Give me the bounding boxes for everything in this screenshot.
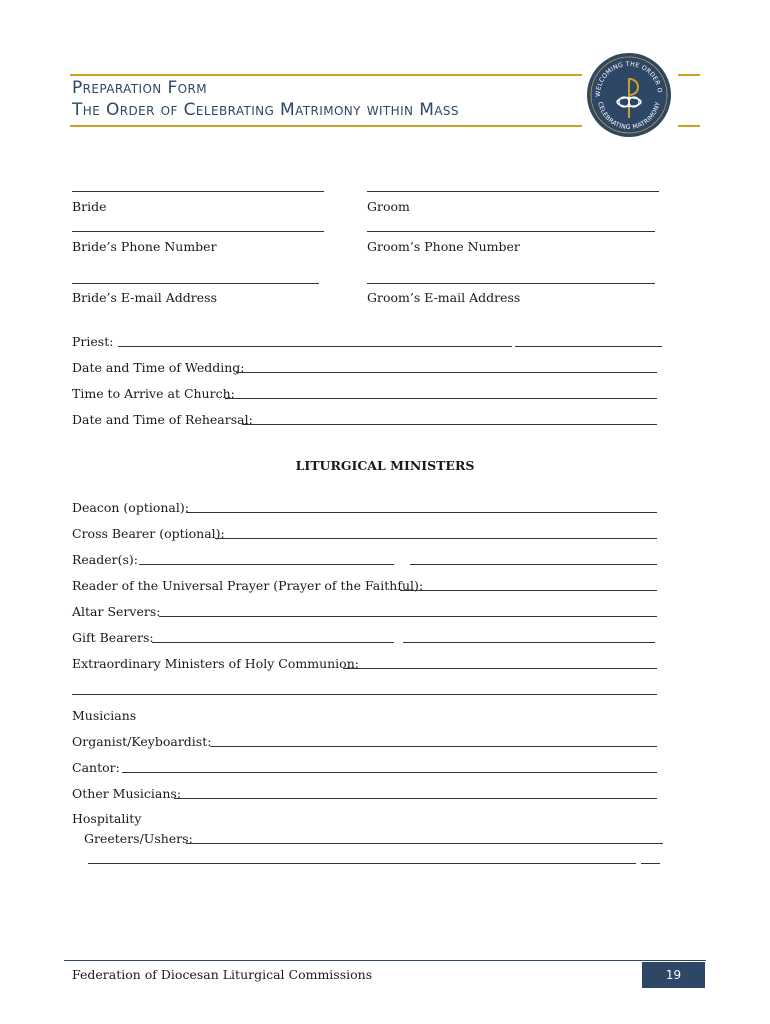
deacon-label: Deacon (optional): bbox=[72, 500, 189, 515]
groom-label: Groom bbox=[367, 199, 410, 214]
arrival-time-label: Time to Arrive at Church: bbox=[72, 386, 235, 401]
page-number: 19 bbox=[642, 962, 705, 988]
bride-label: Bride bbox=[72, 199, 107, 214]
bride-email-line[interactable] bbox=[72, 283, 319, 284]
greeters-line[interactable] bbox=[186, 843, 663, 844]
footer-rule bbox=[64, 960, 706, 961]
arrival-time-line[interactable] bbox=[225, 398, 657, 399]
groom-phone-line[interactable] bbox=[367, 231, 655, 232]
hospitality-heading: Hospitality bbox=[72, 811, 142, 826]
priest-line-2[interactable] bbox=[515, 346, 662, 347]
musicians-heading: Musicians bbox=[72, 708, 137, 723]
universal-prayer-line[interactable] bbox=[400, 590, 657, 591]
cross-bearer-line[interactable] bbox=[215, 538, 657, 539]
groom-email-line[interactable] bbox=[367, 283, 655, 284]
ministers-heading: LITURGICAL MINISTERS bbox=[295, 458, 475, 473]
wedding-datetime-line[interactable] bbox=[236, 372, 657, 373]
greeters-label: Greeters/Ushers: bbox=[84, 831, 193, 846]
greeters-line-2[interactable] bbox=[88, 863, 636, 864]
cantor-line[interactable] bbox=[122, 772, 657, 773]
eucharistic-ministers-line[interactable] bbox=[343, 668, 657, 669]
organist-label: Organist/Keyboardist: bbox=[72, 734, 212, 749]
groom-email-label: Groom’s E-mail Address bbox=[367, 290, 521, 305]
bride-phone-label: Bride’s Phone Number bbox=[72, 239, 217, 254]
header-rule-top-right bbox=[678, 74, 700, 76]
header-rule-bottom bbox=[70, 125, 582, 127]
seal-text-bottom: CELEBRATING MATRIMONY bbox=[596, 101, 662, 132]
reader-2-line[interactable] bbox=[410, 564, 657, 565]
bride-line[interactable] bbox=[72, 191, 324, 192]
groom-line[interactable] bbox=[367, 191, 659, 192]
groom-phone-label: Groom’s Phone Number bbox=[367, 239, 520, 254]
eucharistic-ministers-label: Extraordinary Ministers of Holy Communion: bbox=[72, 656, 359, 671]
universal-prayer-label: Reader of the Universal Prayer (Prayer of the Faithful): bbox=[72, 578, 424, 593]
cross-bearer-label: Cross Bearer (optional): bbox=[72, 526, 225, 541]
cantor-label: Cantor: bbox=[72, 760, 120, 775]
footer-organization: Federation of Diocesan Liturgical Commissions bbox=[72, 967, 373, 982]
eucharistic-ministers-line-2[interactable] bbox=[72, 694, 657, 695]
header-rule-bottom-right bbox=[678, 125, 700, 127]
priest-line[interactable] bbox=[118, 346, 512, 347]
bride-email-label: Bride’s E-mail Address bbox=[72, 290, 218, 305]
form-title: Preparation Form bbox=[72, 78, 207, 98]
greeters-line-3[interactable] bbox=[641, 863, 660, 864]
altar-servers-label: Altar Servers: bbox=[72, 604, 161, 619]
header-rule-top bbox=[70, 74, 582, 76]
deacon-line[interactable] bbox=[186, 512, 657, 513]
gift-bearers-label: Gift Bearers: bbox=[72, 630, 154, 645]
wedding-datetime-label: Date and Time of Wedding: bbox=[72, 360, 245, 375]
readers-label: Reader(s): bbox=[72, 552, 139, 567]
seal-text-top: WELCOMING THE ORDER O bbox=[594, 60, 663, 98]
organist-line[interactable] bbox=[210, 746, 657, 747]
priest-label: Priest: bbox=[72, 334, 114, 349]
rehearsal-datetime-line[interactable] bbox=[242, 424, 657, 425]
rehearsal-datetime-label: Date and Time of Rehearsal: bbox=[72, 412, 253, 427]
gift-bearer-1-line[interactable] bbox=[152, 642, 394, 643]
chi-rho-seal-icon bbox=[586, 52, 672, 138]
gift-bearer-2-line[interactable] bbox=[403, 642, 655, 643]
altar-servers-line[interactable] bbox=[159, 616, 657, 617]
form-subtitle: The Order of Celebrating Matrimony within Mass bbox=[72, 100, 459, 120]
other-musicians-label: Other Musicians: bbox=[72, 786, 182, 801]
bride-phone-line[interactable] bbox=[72, 231, 324, 232]
other-musicians-line[interactable] bbox=[174, 798, 657, 799]
reader-1-line[interactable] bbox=[139, 564, 394, 565]
